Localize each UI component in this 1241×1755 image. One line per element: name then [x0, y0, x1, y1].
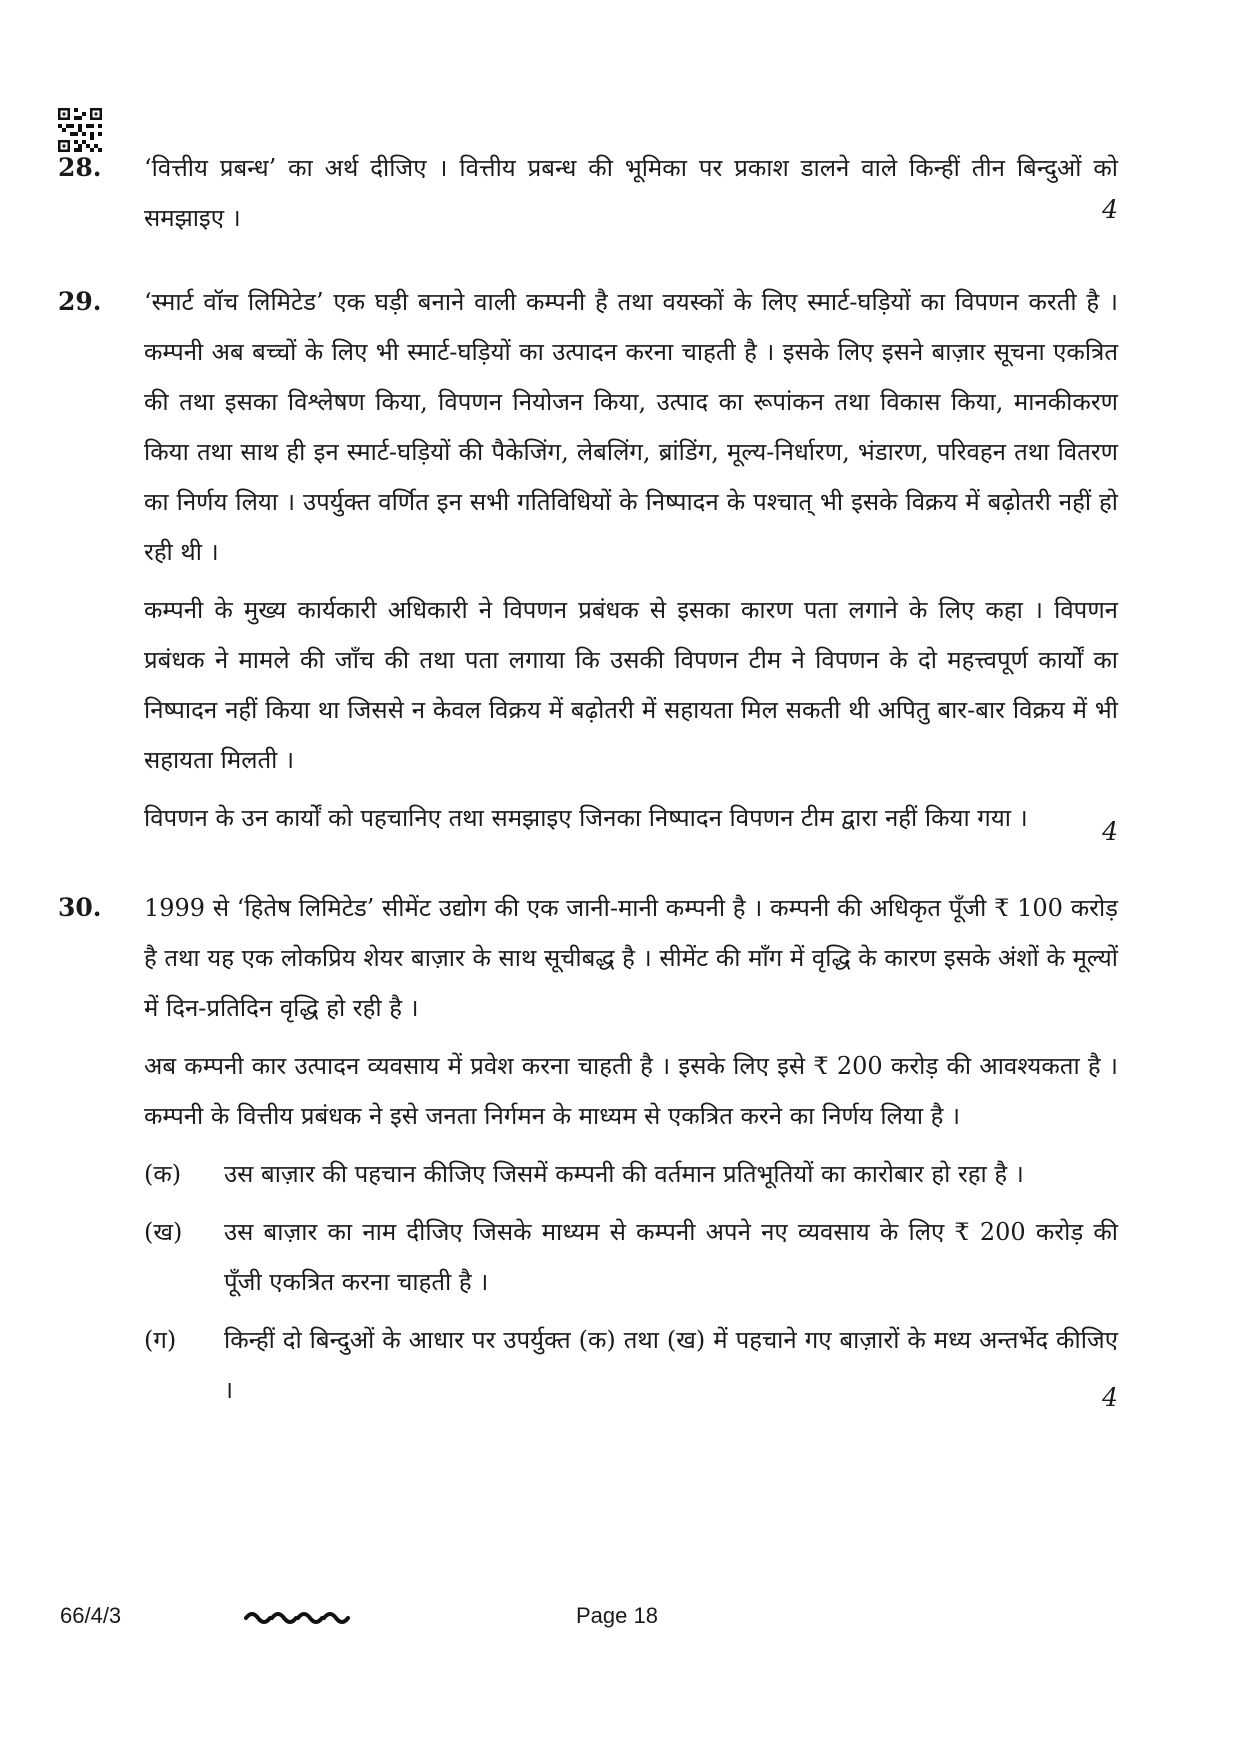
- question-text: 1999 से ‘हितेष लिमिटेड’ सीमेंट उद्योग की एक जानी-मानी कम्पनी है । कम्पनी की अधिकृत पूँजी ₹ 100 करोड़ है तथा यह एक लोकप्रिय शेयर बाज़ार के साथ सूचीबद्ध है । सीमेंट की माँग में वृद्धि के कारण इसके अंशों के मूल्यों में दिन-प्रतिदिन वृद्धि हो रही है ।: [144, 894, 1118, 1022]
- subpart-ka: [144, 1149, 1118, 1199]
- marks: 4: [1102, 195, 1118, 224]
- marks: 4: [1102, 817, 1118, 846]
- question-number: 28.: [58, 153, 102, 182]
- question-text: कम्पनी के मुख्य कार्यकारी अधिकारी ने विपणन प्रबंधक से इसका कारण पता लगाने के लिए कहा । विपणन प्रबंधक ने मामले की जाँच की तथा पता लगाया कि उसकी विपणन टीम ने विपणन के दो महत्त्वपूर्ण कार्यों का निष्पादन नहीं किया था जिससे न केवल विक्रय में बढ़ोतरी में सहायता मिल सकती थी अपितु बार-बार विक्रय में भी सहायता मिलती ।: [144, 596, 1118, 774]
- paper-code: 66/4/3: [60, 1603, 122, 1628]
- question-text: ‘स्मार्ट वॉच लिमिटेड’ एक घड़ी बनाने वाली कम्पनी है तथा वयस्कों के लिए स्मार्ट-घड़ियों का विपणन करती है । कम्पनी अब बच्चों के लिए भी स्मार्ट-घड़ियों का उत्पादन करना चाहती है । इसके लिए इसने बाज़ार सूचना एकत्रित की तथा इसका विश्लेषण किया, विपणन नियोजन किया, उत्पाद का रूपांकन तथा विकास किया, मानकीकरण किया तथा साथ ही इन स्मार्ट-घड़ियों की पैकेजिंग, लेबलिंग, ब्रांडिंग, मूल्य-निर्धारण, भंडारण, परिवहन तथा वितरण का निर्णय लिया । उपर्युक्त वर्णित इन सभी गतिविधियों के निष्पादन के पश्चात् भी इसके विक्रय में बढ़ोतरी नहीं हो रही थी ।: [144, 288, 1118, 566]
- subpart-label: (क): [144, 1160, 182, 1188]
- page-footer: [0, 1596, 1241, 1636]
- question-text: अब कम्पनी कार उत्पादन व्यवसाय में प्रवेश करना चाहती है । इसके लिए इसे ₹ 200 करोड़ की आवश्यकता है । कम्पनी के वित्तीय प्रबंधक ने इसे जनता निर्गमन के माध्यम से एकत्रित करने का निर्णय लिया है ।: [144, 1052, 1118, 1130]
- subpart-ga: [144, 1315, 1118, 1415]
- wave-ornament-icon: [244, 1606, 354, 1626]
- page-number: Page 18: [576, 1603, 658, 1628]
- subpart-text: उस बाज़ार की पहचान कीजिए जिसमें कम्पनी की वर्तमान प्रतिभूतियों का कारोबार हो रहा है ।: [224, 1160, 1024, 1188]
- question-text: विपणन के उन कार्यों को पहचानिए तथा समझाइए जिनका निष्पादन विपणन टीम द्वारा नहीं किया गया ।: [144, 804, 1028, 832]
- question-body: [144, 277, 1118, 843]
- question-body: [144, 883, 1118, 1415]
- subpart-text: किन्हीं दो बिन्दुओं के आधार पर उपर्युक्त (क) तथा (ख) में पहचाने गए बाज़ारों के मध्य अन्तर्भेद कीजिए ।: [224, 1326, 1118, 1404]
- question-text: ‘वित्तीय प्रबन्ध’ का अर्थ दीजिए । वित्तीय प्रबन्ध की भूमिका पर प्रकाश डालने वाले किन्हीं तीन बिन्दुओं को समझाइए ।: [144, 154, 1118, 232]
- subpart-label: (ग): [144, 1326, 177, 1354]
- subpart-label: (ख): [144, 1218, 183, 1246]
- question-body: [144, 143, 1118, 243]
- question-number: 30.: [58, 893, 102, 922]
- subpart-kha: [144, 1207, 1118, 1307]
- marks: 4: [1102, 1383, 1118, 1412]
- question-number: 29.: [58, 287, 102, 316]
- subpart-text: उस बाज़ार का नाम दीजिए जिसके माध्यम से कम्पनी अपने नए व्यवसाय के लिए ₹ 200 करोड़ की पूँजी एकत्रित करना चाहती है ।: [224, 1218, 1118, 1296]
